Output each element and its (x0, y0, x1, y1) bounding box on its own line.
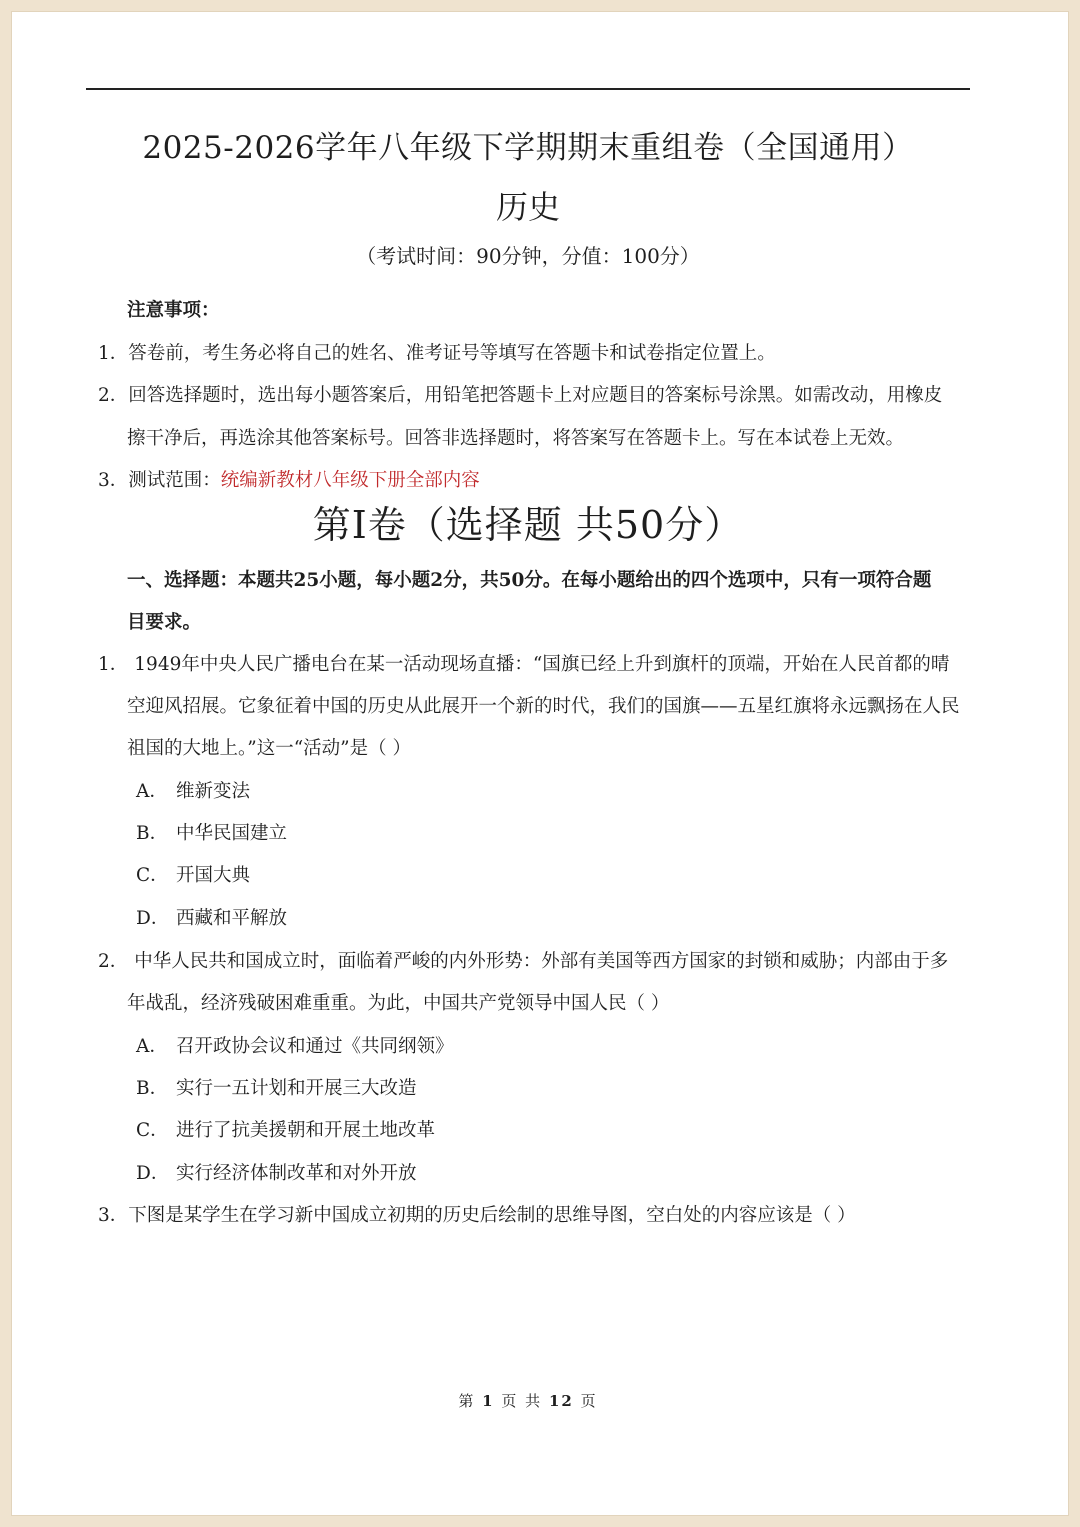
exam-title: 2025-2026学年八年级下学期期末重组卷（全国通用） (142, 130, 914, 166)
option-text: 维新变法 (176, 781, 251, 802)
note-number: 1． (98, 343, 129, 364)
page-footer (0, 1390, 1068, 1411)
footer-prefix: 第 (458, 1392, 476, 1410)
option-text: 中华民国建立 (176, 823, 288, 844)
question-text: 年战乱，经济残破困难重重。为此，中国共产党领导中国人民（ ） (127, 993, 670, 1014)
header-rule (86, 88, 970, 90)
option-letter: B． (136, 1078, 169, 1099)
option-letter: C． (136, 1120, 169, 1141)
option-a[interactable] (136, 1032, 454, 1058)
option-text: 进行了抗美援朝和开展土地改革 (176, 1120, 436, 1141)
option-letter: A． (136, 1036, 168, 1057)
notes-heading: 注意事项： (127, 300, 220, 321)
page-number: 1 (482, 1392, 495, 1410)
option-d[interactable] (136, 1159, 417, 1185)
question-number: 1． (98, 654, 129, 675)
option-c[interactable] (136, 1116, 435, 1142)
section-title: 第Ⅰ卷（选择题 共50分） (312, 503, 744, 547)
option-a[interactable] (136, 777, 250, 803)
note-item (98, 381, 942, 407)
option-text: 西藏和平解放 (176, 908, 288, 929)
note-text: 测试范围： (128, 470, 221, 491)
option-letter: D． (136, 1163, 170, 1184)
note-number: 3． (98, 470, 129, 491)
question-text: 下图是某学生在学习新中国成立初期的历史后绘制的思维导图，空白处的内容应该是（ ） (128, 1205, 856, 1226)
question-2 (98, 947, 948, 973)
note-number: 2． (98, 385, 129, 406)
question-text: 1949年中央人民广播电台在某一活动现场直播：“国旗已经上升到旗杆的顶端，开始在人民首都的晴 (134, 654, 950, 675)
option-c[interactable] (136, 861, 250, 887)
question-text: 空迎风招展。它象征着中国的历史从此展开一个新的时代，我们的国旗——五星红旗将永远飘扬在人民 (127, 696, 960, 717)
note-item (98, 466, 480, 492)
option-text: 开国大典 (176, 865, 251, 886)
option-text: 实行一五计划和开展三大改造 (176, 1078, 417, 1099)
test-scope: 统编新教材八年级下册全部内容 (220, 470, 480, 491)
total-pages: 12 (548, 1392, 574, 1410)
exam-paper (12, 12, 1068, 1515)
note-text-continued: 擦干净后，再选涂其他答案标号。回答非选择题时，将答案写在答题卡上。写在本试卷上无效。 (127, 428, 905, 449)
subject-title: 历史 (495, 188, 560, 226)
question-1 (98, 650, 949, 676)
option-b[interactable] (136, 819, 287, 845)
exam-info: （考试时间：90分钟，分值：100分） (356, 244, 700, 268)
option-letter: A． (136, 781, 168, 802)
option-b[interactable] (136, 1074, 417, 1100)
footer-middle: 页 共 (501, 1392, 543, 1410)
option-text: 召开政协会议和通过《共同纲领》 (176, 1036, 454, 1057)
option-text: 实行经济体制改革和对外开放 (176, 1163, 417, 1184)
question-3 (98, 1201, 856, 1227)
question-text: 祖国的大地上。”这一“活动”是（ ） (127, 738, 412, 759)
option-d[interactable] (136, 904, 287, 930)
footer-suffix: 页 (580, 1392, 598, 1410)
option-letter: D． (136, 908, 170, 929)
question-text: 中华人民共和国成立时，面临着严峻的内外形势：外部有美国等西方国家的封锁和威胁；内部由于多 (134, 951, 949, 972)
section-instruction: 一、选择题：本题共25小题，每小题2分，共50分。在每小题给出的四个选项中，只有一项符合题 (127, 570, 932, 591)
option-letter: C． (136, 865, 169, 886)
note-text: 回答选择题时，选出每小题答案后，用铅笔把答题卡上对应题目的答案标号涂黑。如需改动，用橡皮 (128, 385, 943, 406)
question-number: 3． (98, 1205, 129, 1226)
option-letter: B． (136, 823, 169, 844)
section-instruction-continued: 目要求。 (127, 612, 202, 633)
question-number: 2． (98, 951, 129, 972)
note-item (98, 339, 776, 365)
note-text: 答卷前，考生务必将自己的姓名、准考证号等填写在答题卡和试卷指定位置上。 (128, 343, 776, 364)
